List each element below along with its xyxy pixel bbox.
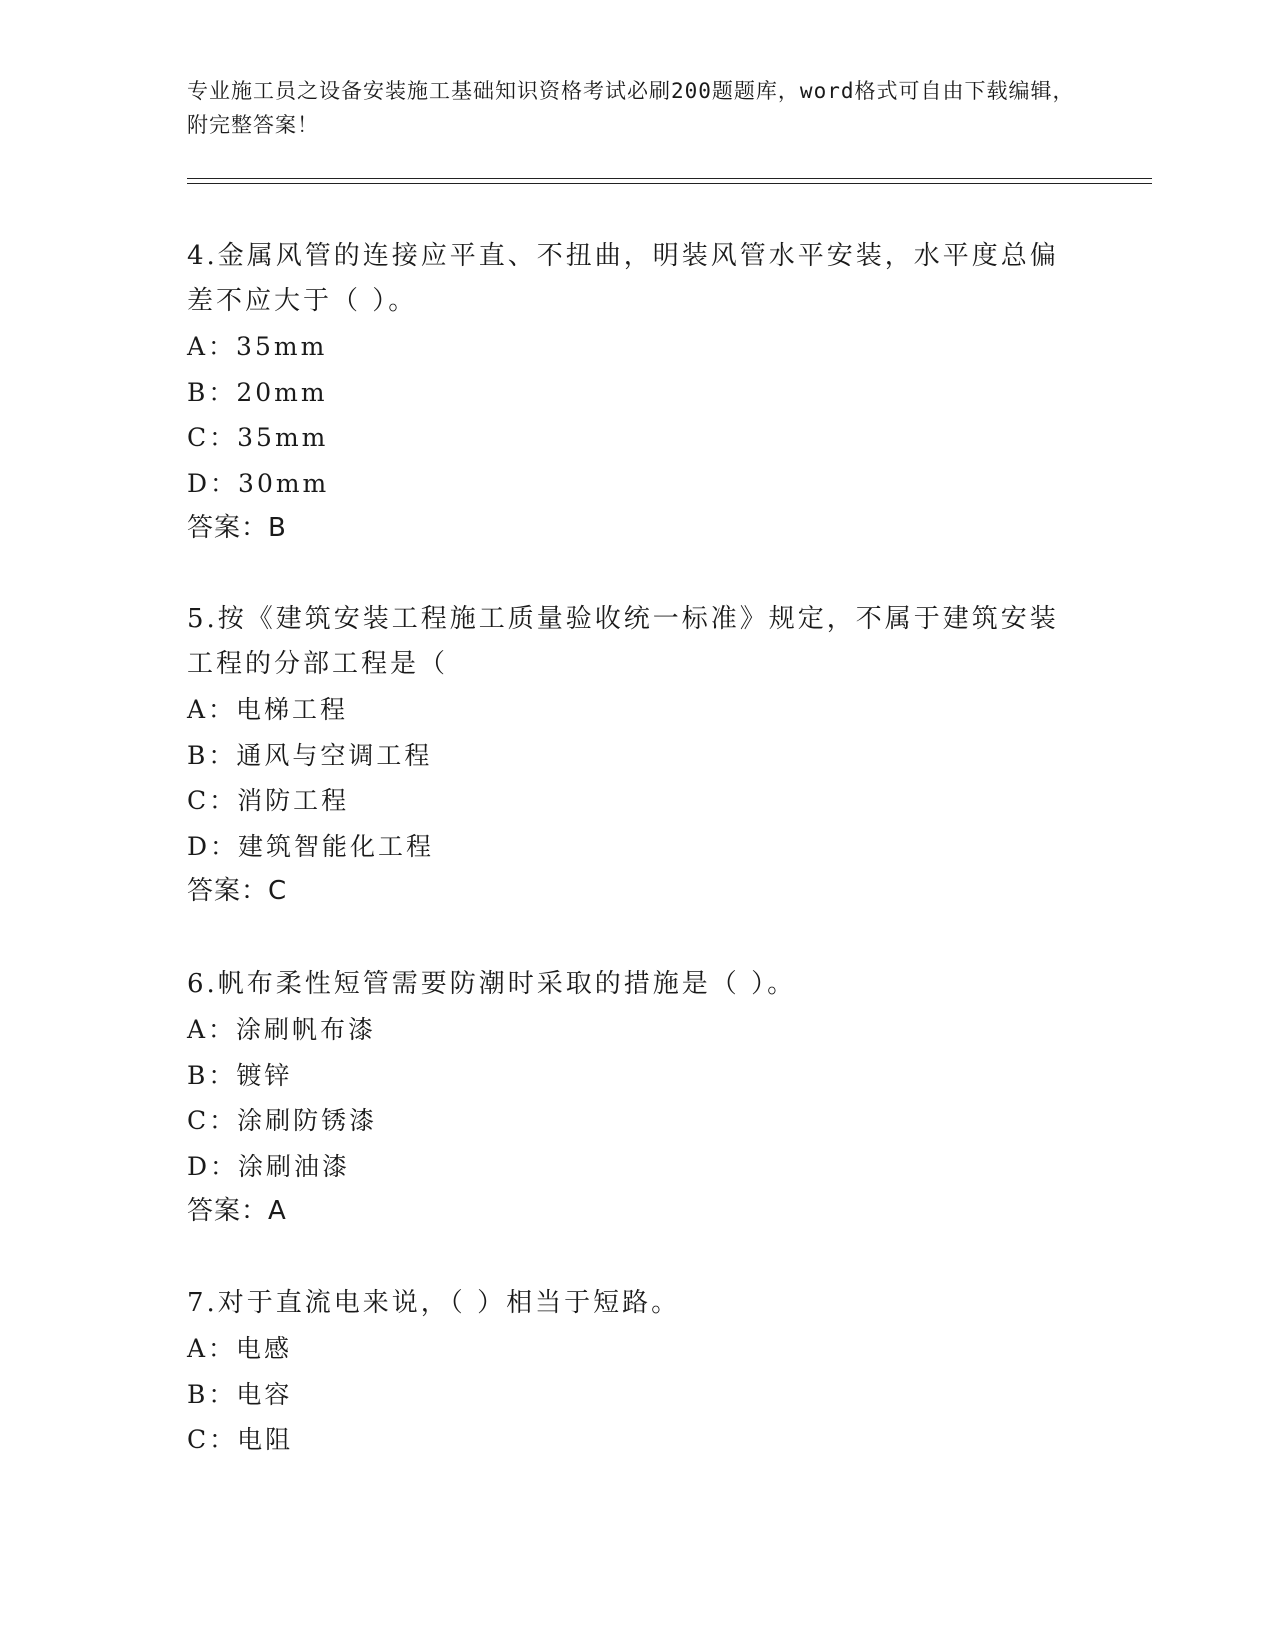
- option-a: A：电感: [187, 1334, 293, 1363]
- option-d: D：30mm: [187, 468, 330, 498]
- option-d: D：涂刷油漆: [187, 1151, 351, 1181]
- answer: 答案：C: [187, 876, 288, 906]
- question-7: [187, 1281, 1067, 1463]
- question-4: [187, 234, 1067, 552]
- question-text: 4.金属风管的连接应平直、不扭曲，明装风管水平安装，水平度总偏差不应大于（ ）。: [187, 241, 1059, 316]
- question-6: [187, 962, 1067, 1235]
- question-text: 5.按《建筑安装工程施工质量验收统一标准》规定，不属于建筑安装工程的分部工程是（: [187, 604, 1059, 679]
- option-a: A：涂刷帆布漆: [187, 1015, 377, 1044]
- option-b: B：20mm: [187, 377, 328, 407]
- option-a: A：35mm: [187, 332, 328, 361]
- option-c: C：消防工程: [187, 786, 350, 815]
- answer: 答案：A: [187, 1196, 287, 1226]
- question-text: 7.对于直流电来说，（ ）相当于短路。: [187, 1288, 681, 1318]
- option-c: C：电阻: [187, 1425, 294, 1454]
- option-c: C：35mm: [187, 423, 329, 452]
- document-header: 专业施工员之设备安装施工基础知识资格考试必刷200题题库，word格式可自由下载编辑，附完整答案！: [187, 79, 1075, 137]
- option-b: B：镀锌: [187, 1060, 293, 1090]
- option-d: D：建筑智能化工程: [187, 831, 435, 861]
- question-5: [187, 597, 1067, 915]
- answer: 答案：B: [187, 513, 287, 543]
- option-b: B：通风与空调工程: [187, 740, 433, 770]
- header-divider-top: [187, 178, 1152, 179]
- option-c: C：涂刷防锈漆: [187, 1106, 378, 1135]
- option-b: B：电容: [187, 1379, 293, 1409]
- question-text: 6.帆布柔性短管需要防潮时采取的措施是（ ）。: [187, 969, 797, 999]
- header-divider-bottom: [187, 183, 1152, 184]
- option-a: A：电梯工程: [187, 695, 349, 724]
